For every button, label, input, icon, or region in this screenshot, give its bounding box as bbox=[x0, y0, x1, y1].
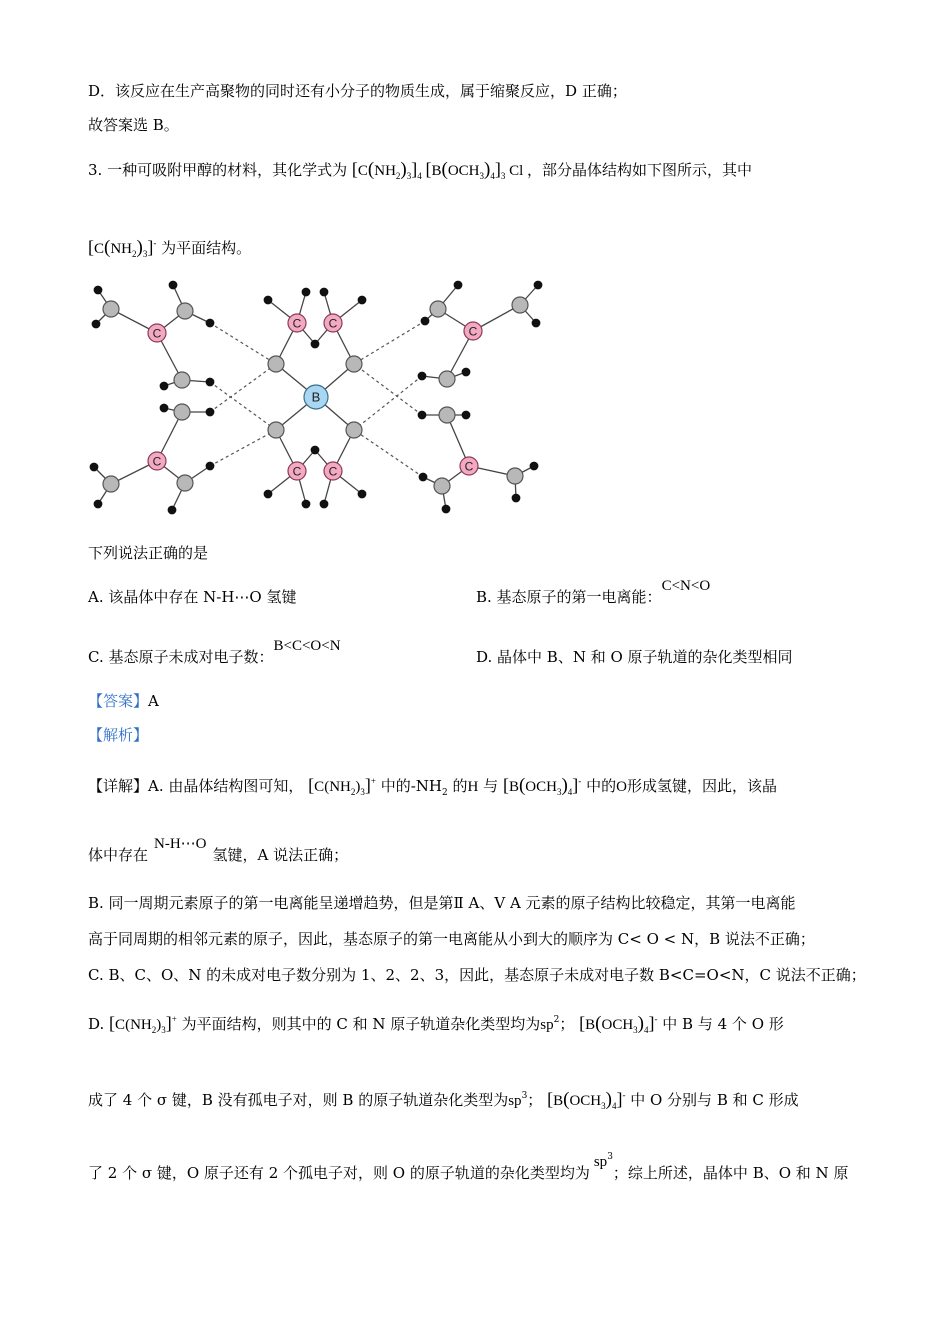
hbond-math: N-H⋯O bbox=[154, 836, 207, 852]
option-a: A. 该晶体中存在 N-H⋯O 氢键 bbox=[88, 588, 297, 606]
c-atom-label: C bbox=[152, 454, 162, 469]
n-atom bbox=[434, 478, 450, 494]
bond-line bbox=[210, 364, 276, 412]
h-atom bbox=[421, 317, 429, 325]
answer-line bbox=[88, 690, 159, 712]
detail-d-line1: D. $[C(NH_2)_3]^+$ 为平面结构，则其中的 C 和 N 原子轨道杂化类型均为$sp^2$； $[B(OCH_3)_4]^-$ 中 B 与 4 个 O 形 bbox=[88, 1013, 784, 1035]
h-atom bbox=[264, 296, 272, 304]
n-atom bbox=[177, 303, 193, 319]
h-atom bbox=[206, 408, 214, 416]
o-atom bbox=[268, 356, 284, 372]
h-atom bbox=[419, 473, 427, 481]
n-atom bbox=[512, 297, 528, 313]
option-b: B. 基态原子的第一电离能：C<N<O bbox=[476, 578, 711, 606]
bond-line bbox=[354, 430, 423, 477]
n-atom bbox=[103, 476, 119, 492]
h-atom bbox=[320, 288, 328, 296]
h-atom bbox=[169, 281, 177, 289]
question-stem-line1 bbox=[88, 158, 752, 187]
h-atom bbox=[206, 462, 214, 470]
h-atom bbox=[311, 446, 319, 454]
c-atom-label: C bbox=[292, 464, 302, 479]
formula-cation: $[C(NH_2)_3]^-$ bbox=[88, 237, 157, 259]
formula-anion: $[B(OCH_3)_4]^-$ bbox=[579, 1013, 658, 1035]
h-atom bbox=[302, 288, 310, 296]
n-atom bbox=[177, 475, 193, 491]
n-atom bbox=[439, 407, 455, 423]
n-atom bbox=[507, 468, 523, 484]
h-atom bbox=[160, 404, 168, 412]
h-atom bbox=[462, 368, 470, 376]
crystal-structure-diagram bbox=[88, 278, 563, 518]
bond-line bbox=[354, 321, 425, 364]
c-atom-label: C bbox=[464, 459, 474, 474]
option-b-math: C<N<O bbox=[661, 578, 711, 594]
bond-line bbox=[210, 323, 276, 364]
o-atom bbox=[346, 422, 362, 438]
h-atom bbox=[264, 490, 272, 498]
question-number: 3. bbox=[88, 161, 103, 179]
c-atom-label: C bbox=[328, 316, 338, 331]
answer-value: A bbox=[148, 692, 159, 710]
n-atom bbox=[439, 371, 455, 387]
detail-a-line2: 体中存在N-H⋯O氢键，A 说法正确； bbox=[88, 836, 349, 864]
h-atom bbox=[168, 506, 176, 514]
h-atom bbox=[320, 500, 328, 508]
detail-a-line1: 【详解】A. 由晶体结构图可知， $[C(NH_2)_3]^+$ 中的$-NH_2$ 的H 与 $[B(OCH_3)_4]^-$ 中的O形成氢键，因此，该晶 bbox=[88, 775, 777, 798]
n-atom bbox=[103, 301, 119, 317]
detail-c-line1: C. B、C、O、N 的未成对电子数分别为 1、2、2、3，因此，基态原子未成对电子数 B<C=O<N，C 说法不正确； bbox=[88, 966, 866, 984]
c-atom-label: C bbox=[292, 316, 302, 331]
h-atom bbox=[90, 463, 98, 471]
h-atom bbox=[418, 411, 426, 419]
h-atom bbox=[302, 500, 310, 508]
question-stem-line2 bbox=[88, 232, 251, 265]
c-atom-label: C bbox=[152, 326, 162, 341]
h-atom bbox=[160, 382, 168, 390]
question-stem-line2-text: 为平面结构。 bbox=[161, 239, 252, 257]
h-atom bbox=[92, 320, 100, 328]
option-c: C. 基态原子未成对电子数：B<C<O<N bbox=[88, 638, 341, 666]
h-atom bbox=[442, 505, 450, 513]
detail-b-line1: B. 同一周期元素原子的第一电离能呈递增趋势，但是第Ⅱ A、Ⅴ A 元素的原子结构比较稳定，其第一电离能 bbox=[88, 894, 796, 912]
h-atom bbox=[358, 296, 366, 304]
bond-line bbox=[354, 364, 422, 415]
h-atom bbox=[462, 411, 470, 419]
n-atom bbox=[174, 372, 190, 388]
c-atom-label: C bbox=[328, 464, 338, 479]
h-atom bbox=[358, 490, 366, 498]
bond-line bbox=[354, 376, 422, 430]
detail-d-line3: 了 2 个 σ 键，O 原子还有 2 个孤电子对，则 O 的原子轨道的杂化类型均为$sp^3$；综上所述，晶体中 B、O 和 N 原 bbox=[88, 1152, 849, 1182]
h-atom bbox=[311, 340, 319, 348]
formula-full: $[C(NH_2)_3]_4$ $[B(OCH_3)_4]_3$ Cl bbox=[351, 159, 524, 181]
h-atom bbox=[532, 319, 540, 327]
h-atom bbox=[206, 319, 214, 327]
question-prompt: 下列说法正确的是 bbox=[88, 544, 209, 562]
formula-cation-plus: $[C(NH_2)_3]^+$ bbox=[109, 1013, 177, 1035]
question-stem-pre: 一种可吸附甲醇的材料，其化学式为 bbox=[107, 161, 348, 179]
n-atom bbox=[430, 301, 446, 317]
analysis-tag: 【解析】 bbox=[88, 726, 149, 744]
detail-b-line2: 高于同周期的相邻元素的原子，因此，基态原子的第一电离能从小到大的顺序为 C< O < N，B 说法不正确； bbox=[88, 930, 815, 948]
h-atom bbox=[94, 500, 102, 508]
bond-line bbox=[210, 430, 276, 466]
option-c-math: B<C<O<N bbox=[273, 638, 341, 654]
bond-line bbox=[210, 382, 276, 430]
formula-cation-plus: $[C(NH_2)_3]^+$ bbox=[308, 775, 376, 797]
b-atom-label: B bbox=[311, 389, 321, 405]
answer-tag: 【答案】 bbox=[88, 692, 149, 710]
h-atom bbox=[530, 462, 538, 470]
o-atom bbox=[346, 356, 362, 372]
o-atom bbox=[268, 422, 284, 438]
question-stem-post: ，部分晶体结构如下图所示，其中 bbox=[527, 161, 753, 179]
h-atom bbox=[206, 378, 214, 386]
h-atom bbox=[418, 372, 426, 380]
prev-conclusion: 故答案选 B。 bbox=[88, 116, 179, 134]
formula-anion: $[B(OCH_3)_4]^-$ bbox=[502, 775, 582, 797]
h-atom bbox=[534, 281, 542, 289]
c-atom-label: C bbox=[468, 324, 478, 339]
n-atom bbox=[174, 404, 190, 420]
h-atom bbox=[512, 494, 520, 502]
formula-anion: $[B(OCH_3)_4]^-$ bbox=[547, 1089, 626, 1111]
h-atom bbox=[94, 286, 102, 294]
option-d: D. 晶体中 B、N 和 O 原子轨道的杂化类型相同 bbox=[476, 648, 793, 666]
prev-option-d: D．该反应在生产高聚物的同时还有小分子的物质生成，属于缩聚反应，D 正确； bbox=[88, 82, 627, 100]
h-atom bbox=[454, 281, 462, 289]
detail-d-line2: 成了 4 个 σ 键，B 没有孤电子对，则 B 的原子轨道杂化类型为$sp^3$； $[B(OCH_3)_4]^-$ 中 O 分别与 B 和 C 形成 bbox=[88, 1089, 799, 1111]
